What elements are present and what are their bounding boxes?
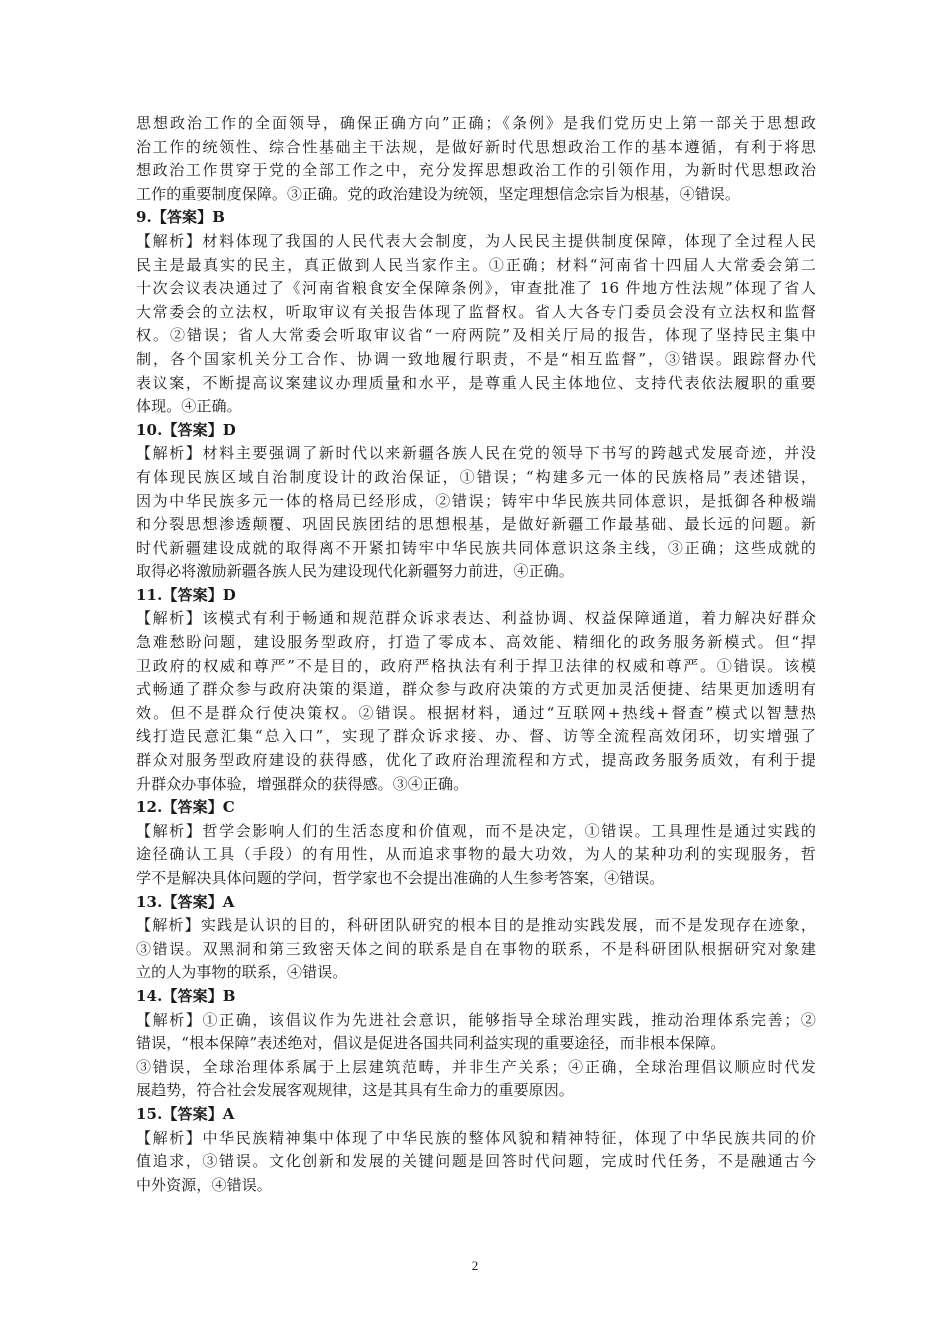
text-line: 卫政府的权威和尊严”不是目的，政府严格执法有利于捍卫法律的权威和尊严。①错误。该模 — [136, 656, 816, 675]
text-line: 线打造民意汇集“总入口”，实现了群众诉求接、办、督、访等全流程高效闭环，切实增强了 — [136, 727, 816, 746]
page-number: 2 — [471, 1258, 479, 1273]
text-line: 群众对服务型政府建设的获得感，优化了政府治理流程和方式，提高政务服务质效，有利于提 — [136, 751, 816, 770]
text-line: 【解析】①正确，该倡议作为先进社会意识，能够指导全球治理实践，推动治理体系完善；② — [136, 1010, 816, 1029]
text-line: 思想政治工作的全面领导，确保正确方向”正确；《条例》是我们党历史上第一部关于思想政 — [136, 114, 816, 132]
text-line: 十次会议表决通过了《河南省粮食安全保障条例》，审查批准了 16 件地方性法规”体现了省人 — [136, 279, 816, 298]
text-line: 【解析】实践是认识的目的，科研团队研究的根本目的是推动实践发展，而不是发现存在迹象， — [136, 916, 816, 935]
text-line: 中外资源，④错误。 — [136, 1175, 272, 1194]
text-line: 立的人为事物的联系，④错误。 — [136, 963, 348, 982]
text-line: 效。但不是群众行使决策权。②错误。根据材料，通过“互联网+热线+督查”模式以智慧热 — [136, 703, 816, 722]
answer-heading: 10.【答案】D — [136, 420, 236, 439]
text-line: 【解析】材料体现了我国的人民代表大会制度，为人民民主提供制度保障，体现了全过程人民 — [136, 231, 816, 250]
text-line: 民主是最真实的民主，真正做到人民当家作主。①正确；材料“河南省十四届人大常委会第二 — [136, 255, 816, 274]
text-line: 表议案，不断提高议案建议办理质量和水平，是尊重人民主体地位、支持代表依法履职的重要 — [136, 373, 816, 392]
text-line: 学不是解决具体问题的学问，哲学家也不会提出准确的人生参考答案，④错误。 — [136, 869, 665, 887]
text-line: 体现。④正确。 — [136, 397, 242, 416]
text-line: 和分裂思想渗透颠覆、巩固民族团结的思想根基，是做好新疆工作最基础、最长远的问题。新 — [136, 515, 816, 534]
answer-heading: 12.【答案】C — [136, 798, 235, 817]
text-line: 【解析】该模式有利于畅通和规范群众诉求表达、利益协调、权益保障通道，着力解决好群众 — [136, 609, 816, 628]
text-line: 取得必将激励新疆各族人民为建设现代化新疆努力前进，④正确。 — [136, 562, 574, 581]
answer-heading: 15.【答案】A — [136, 1104, 235, 1123]
text-line: 值追求，③错误。文化创新和发展的关键问题是回答时代问题，完成时代任务，不是融通古今 — [136, 1152, 816, 1171]
text-line: 【解析】中华民族精神集中体现了中华民族的整体风貌和精神特征，体现了中华民族共同的价 — [136, 1128, 816, 1147]
text-line: 想政治工作贯穿于党的全部工作之中，充分发挥思想政治工作的引领作用，为新时代思想政治 — [136, 161, 816, 180]
text-line: 时代新疆建设成就的取得离不开紧扣铸牢中华民族共同体意识这条主线，③正确；这些成就的 — [136, 538, 816, 557]
answer-heading: 9.【答案】B — [136, 208, 226, 227]
text-line: ③错误。双黑洞和第三致密天体之间的联系是自在事物的联系，不是科研团队根据研究对象建 — [136, 939, 816, 958]
text-line: 治工作的统领性、综合性基础主干法规，是做好新时代思想政治工作的基本遵循，有利于将思 — [136, 137, 816, 156]
text-line: 因为中华民族多元一体的格局已经形成，②错误；铸牢中华民族共同体意识，是抵御各种极端 — [136, 491, 816, 510]
text-line: 制，各个国家机关分工合作、协调一致地履行职责，不是“相互监督”，③错误。跟踪督办代 — [136, 349, 816, 368]
text-line: 【解析】材料主要强调了新时代以来新疆各族人民在党的领导下书写的跨越式发展奇迹，并没 — [136, 444, 816, 463]
text-line: 工作的重要制度保障。③正确。党的政治建设为统领，坚定理想信念宗旨为根基，④错误。 — [136, 184, 741, 203]
text-line: 途径确认工具（手段）的有用性，从而追求事物的最大功效，为人的某种功利的实现服务，哲 — [136, 845, 816, 864]
text-line: 大常委会的立法权，听取审议有关报告体现了监督权。省人大各专门委员会没有立法权和监督 — [136, 302, 816, 321]
text-line: 错误，“根本保障”表述绝对，倡议是促进各国共同利益实现的重要途径，而非根本保障。 — [136, 1034, 726, 1053]
document-body — [136, 112, 816, 1197]
text-line: ③错误，全球治理体系属于上层建筑范畴，并非生产关系；④正确，全球治理倡议顺应时代发 — [136, 1057, 816, 1076]
text-line: 急难愁盼问题，建设服务型政府，打造了零成本、高效能、精细化的政务服务新模式。但“捍 — [136, 633, 816, 652]
text-line: 升群众办事体验，增强群众的获得感。③④正确。 — [136, 774, 469, 793]
text-line: 有体现民族区域自治制度设计的政治保证，①错误；“构建多元一体的民族格局”表述错误， — [136, 467, 816, 486]
text-line: 展趋势，符合社会发展客观规律，这是其具有生命力的重要原因。 — [136, 1081, 574, 1100]
answer-heading: 11.【答案】D — [136, 585, 236, 604]
answer-heading: 13.【答案】A — [136, 892, 235, 911]
answer-heading: 14.【答案】B — [136, 986, 236, 1005]
text-line: 权。②错误；省人大常委会听取审议省“一府两院”及相关厅局的报告，体现了坚持民主集中 — [136, 326, 816, 345]
text-line: 【解析】哲学会影响人们的生活态度和价值观，而不是决定，①错误。工具理性是通过实践的 — [136, 821, 816, 840]
text-line: 式畅通了群众参与政府决策的渠道，群众参与政府决策的方式更加灵活便捷、结果更加透明有 — [136, 680, 816, 699]
